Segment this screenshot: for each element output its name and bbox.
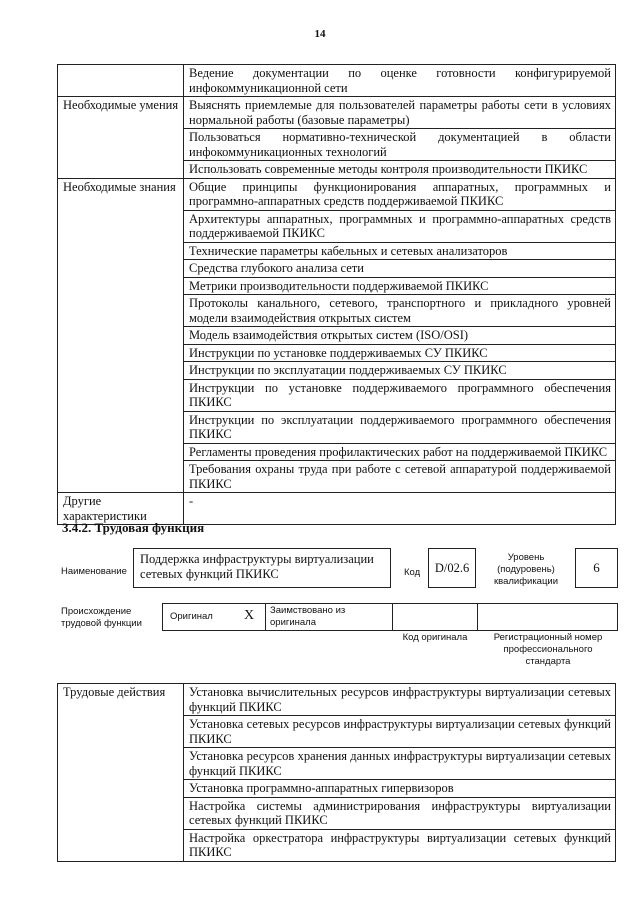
name-label: Наименование bbox=[61, 566, 127, 577]
level-value: 6 bbox=[593, 560, 600, 575]
origin-row bbox=[162, 603, 618, 631]
action-item: Настройка оркестратора инфраструктуры виртуализации сетевых функций ПКИКС bbox=[184, 829, 616, 861]
knowledge-item: Протоколы канального, сетевого, транспортного и прикладного уровней модели взаимодействия открытых систем bbox=[184, 295, 616, 327]
section-heading: 3.4.2. Трудовая функция bbox=[62, 520, 205, 535]
knowledge-item: Требования охраны труда при работе с сетевой аппаратурой поддерживаемой ПКИКС bbox=[184, 461, 616, 493]
original-mark: X bbox=[244, 608, 255, 623]
labor-actions-table bbox=[57, 683, 616, 862]
page-number: 14 bbox=[314, 28, 326, 40]
actions-label: Трудовые действия bbox=[58, 684, 184, 862]
knowledge-item: Технические параметры кабельных и сетевых анализаторов bbox=[184, 242, 616, 260]
divider bbox=[477, 603, 478, 630]
action-item: Настройка системы администрирования инфраструктуры виртуализации сетевых функций ПКИКС bbox=[184, 797, 616, 829]
name-value: Поддержка инфраструктуры виртуализации сетевых функций ПКИКС bbox=[140, 552, 374, 581]
knowledge-label: Необходимые знания bbox=[58, 178, 184, 493]
knowledge-item: Архитектуры аппаратных, программных и программно-аппаратных средств поддерживаемой ПКИКС bbox=[184, 210, 616, 242]
divider bbox=[265, 603, 266, 630]
skill-item: Пользоваться нормативно-технической документацией в области инфокоммуникационных технологий bbox=[184, 129, 616, 161]
skill-item: Использовать современные методы контроля производительности ПКИКС bbox=[184, 161, 616, 179]
action-item: Установка сетевых ресурсов инфраструктуры виртуализации сетевых функций ПКИКС bbox=[184, 716, 616, 748]
knowledge-item: Инструкции по установке поддерживаемого программного обеспечения ПКИКС bbox=[184, 379, 616, 411]
skills-label: Необходимые умения bbox=[58, 97, 184, 179]
code-label: Код bbox=[404, 567, 421, 578]
knowledge-item: Инструкции по эксплуатации поддерживаемых СУ ПКИКС bbox=[184, 362, 616, 380]
table-row bbox=[58, 65, 616, 97]
knowledge-item: Метрики производительности поддерживаемой ПКИКС bbox=[184, 277, 616, 295]
other-value: - bbox=[184, 493, 616, 525]
action-item: Установка вычислительных ресурсов инфраструктуры виртуализации сетевых функций ПКИКС bbox=[184, 684, 616, 716]
original-label: Оригинал bbox=[170, 611, 213, 622]
knowledge-item: Инструкции по установке поддерживаемых СУ ПКИКС bbox=[184, 344, 616, 362]
origin-label: Происхождение трудовой функции bbox=[61, 606, 142, 629]
action-item: Установка ресурсов хранения данных инфраструктуры виртуализации сетевых функций ПКИКС bbox=[184, 748, 616, 780]
table-cell: Ведение документации по оценке готовности конфигурируемой инфокоммуникационной сети bbox=[184, 65, 616, 97]
borrowed-label: Заимствовано из оригинала bbox=[270, 605, 346, 628]
other-label: Другие характеристики bbox=[58, 493, 184, 525]
action-item: Установка программно-аппаратных гипервизоров bbox=[184, 780, 616, 798]
knowledge-item: Общие принципы функционирования аппаратных, программных и программно-аппаратных средств поддерживаемой ПКИКС bbox=[184, 178, 616, 210]
table-row bbox=[58, 684, 616, 716]
reg-number-caption: Регистрационный номер профессионального стандарта bbox=[493, 632, 603, 667]
knowledge-item: Средства глубокого анализа сети bbox=[184, 260, 616, 278]
level-box bbox=[575, 548, 618, 588]
requirements-table bbox=[57, 64, 616, 525]
divider bbox=[392, 603, 393, 630]
skill-item: Выяснять приемлемые для пользователей параметры работы сети в условиях нормальной работы (базовые параметры) bbox=[184, 97, 616, 129]
code-value: D/02.6 bbox=[434, 561, 470, 575]
table-row bbox=[58, 97, 616, 129]
knowledge-item: Регламенты проведения профилактических работ на поддерживаемой ПКИКС bbox=[184, 443, 616, 461]
knowledge-item: Модель взаимодействия открытых систем (ISO/OSI) bbox=[184, 327, 616, 345]
origin-code-caption: Код оригинала bbox=[402, 632, 468, 643]
table-row bbox=[58, 178, 616, 210]
name-box bbox=[133, 548, 391, 588]
level-label: Уровень (подуровень) квалификации bbox=[493, 552, 559, 587]
empty-label-cell bbox=[58, 65, 184, 97]
knowledge-item: Инструкции по эксплуатации поддерживаемого программного обеспечения ПКИКС bbox=[184, 411, 616, 443]
code-box bbox=[428, 548, 476, 588]
